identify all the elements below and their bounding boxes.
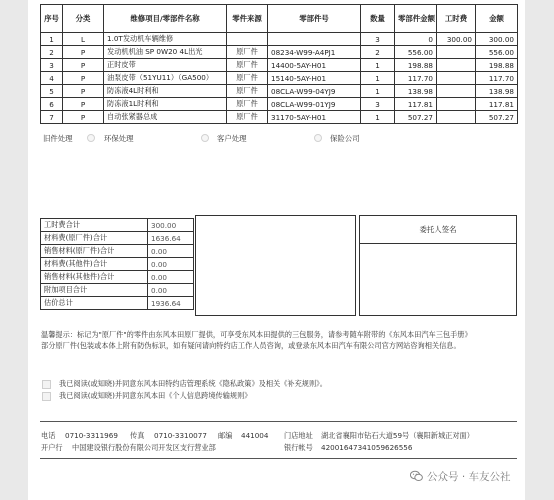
cell-category: L (63, 33, 104, 46)
cell-index: 7 (41, 111, 63, 124)
cell-part-source: 原厂件 (227, 98, 268, 111)
table-row (41, 111, 518, 124)
cell-item-name: 防冻液4L时利和 (104, 85, 227, 98)
cell-quantity: 3 (361, 98, 395, 111)
summary-row (41, 245, 194, 258)
cell-index: 1 (41, 33, 63, 46)
cell-labor-fee (437, 111, 476, 124)
notice-paragraph-2: 部分原厂件(包装或本体上附有防伪标识，如有疑问请向特约店工作人员咨询，或登录东风本田汽车有限公司官方网站咨询相关信息。 (41, 341, 461, 350)
cell-labor-fee (437, 85, 476, 98)
col-header-item-name: 维修项目/零部件名称 (104, 5, 227, 33)
cell-part-amount: 117.70 (395, 72, 437, 85)
cell-part-amount: 0 (395, 33, 437, 46)
col-header-part-amount: 零部件金额 (395, 5, 437, 33)
cell-part-number: 15140-5AY-H01 (268, 72, 361, 85)
table-row (41, 33, 518, 46)
summary-value: 0.00 (148, 245, 194, 258)
radio-insurance-company[interactable] (314, 134, 322, 142)
fax-value: 0710-3310077 (154, 431, 207, 440)
table-row (41, 72, 518, 85)
cell-quantity: 2 (361, 46, 395, 59)
cell-category: P (63, 98, 104, 111)
cell-quantity: 1 (361, 85, 395, 98)
cell-category: P (63, 111, 104, 124)
cell-quantity: 1 (361, 111, 395, 124)
table-row (41, 85, 518, 98)
cell-amount: 117.81 (476, 98, 518, 111)
cell-part-amount: 556.00 (395, 46, 437, 59)
cross-border-agreement (42, 391, 512, 402)
cell-part-source: 原厂件 (227, 46, 268, 59)
account-label: 银行帐号 (284, 443, 313, 452)
privacy-policy-text: 我已阅读(或知晓)并同意东风本田特约店管理系统《隐私政策》及相关《补充规则》。 (59, 379, 327, 388)
summary-value: 0.00 (148, 258, 194, 271)
option-customer-handling-label: 客户处理 (217, 134, 247, 143)
summary-row (41, 284, 194, 297)
summary-label: 估价总计 (41, 297, 148, 310)
cell-part-amount: 507.27 (395, 111, 437, 124)
bank-value: 中国建设银行股份有限公司开发区支行营业部 (72, 443, 216, 452)
col-header-labor-fee: 工时费 (437, 5, 476, 33)
notice-paragraph-1: 温馨提示：标记为"原厂件"的零件由东风本田原厂提供，可享受东风本田提供的三包服务，请参考随车附带的《东风本田汽车三包手册》 (41, 330, 472, 339)
cross-border-checkbox[interactable] (42, 392, 51, 401)
cell-category: P (63, 72, 104, 85)
cell-part-number: 14400-5AY-H01 (268, 59, 361, 72)
zip-value: 441004 (241, 431, 269, 440)
cell-item-name: 发动机机油 SP 0W20 4L出光 (104, 46, 227, 59)
cell-amount: 117.70 (476, 72, 518, 85)
table-row (41, 98, 518, 111)
summary-label: 销售材料(原厂件)合计 (41, 245, 148, 258)
cell-part-source: 原厂件 (227, 72, 268, 85)
summary-label: 材料费(原厂件)合计 (41, 232, 148, 245)
table-header-row (41, 5, 518, 33)
summary-label: 材料费(其他件)合计 (41, 258, 148, 271)
cell-item-name: 1.0T发动机车辆维修 (104, 33, 227, 46)
table-row (41, 46, 518, 59)
summary-row (41, 271, 194, 284)
footer-divider-top (40, 421, 517, 422)
cell-part-source: 原厂件 (227, 111, 268, 124)
cell-part-number: 08234-W99-A4PJ1 (268, 46, 361, 59)
cell-part-amount: 117.81 (395, 98, 437, 111)
address-value: 湖北省襄阳市钻石大道59号（襄阳新城正对面） (321, 431, 474, 440)
cell-amount: 198.88 (476, 59, 518, 72)
cell-index: 3 (41, 59, 63, 72)
summary-label: 工时费合计 (41, 219, 148, 232)
cross-border-text: 我已阅读(或知晓)并同意东风本田《个人信息跨境传输规则》 (59, 391, 252, 400)
old-parts-handling (43, 133, 513, 145)
summary-row (41, 297, 194, 310)
col-header-category: 分类 (63, 5, 104, 33)
notice-text (41, 329, 517, 351)
repair-items-table (40, 4, 518, 124)
cell-part-source (227, 33, 268, 46)
cell-item-name: 防冻液1L时利和 (104, 98, 227, 111)
summary-value: 0.00 (148, 284, 194, 297)
radio-eco-disposal[interactable] (87, 134, 95, 142)
summary-row (41, 219, 194, 232)
privacy-policy-checkbox[interactable] (42, 380, 51, 389)
footer-divider-bottom (40, 458, 517, 459)
cell-labor-fee: 300.00 (437, 33, 476, 46)
signature-label: 委托人签名 (360, 216, 516, 244)
cell-amount: 507.27 (476, 111, 518, 124)
summary-value: 1936.64 (148, 297, 194, 310)
cell-index: 5 (41, 85, 63, 98)
col-header-quantity: 数量 (361, 5, 395, 33)
old-parts-label: 旧件处理 (43, 134, 73, 143)
footer-bank-row (41, 443, 517, 454)
cell-amount: 300.00 (476, 33, 518, 46)
wechat-icon (410, 470, 423, 482)
cell-part-number (268, 33, 361, 46)
address-label: 门店地址 (284, 431, 313, 440)
cell-labor-fee (437, 46, 476, 59)
summary-label: 附加项目合计 (41, 284, 148, 297)
col-header-part-source: 零件来源 (227, 5, 268, 33)
bank-label: 开户行 (41, 443, 63, 452)
cell-part-source: 原厂件 (227, 85, 268, 98)
watermark-text: 公众号 · 车友公社 (427, 471, 511, 483)
phone-label: 电话 (41, 431, 56, 440)
cell-part-number: 08CLA-W99-01YJ9 (268, 98, 361, 111)
cell-amount: 556.00 (476, 46, 518, 59)
summary-label: 销售材料(其他件)合计 (41, 271, 148, 284)
cell-category: P (63, 85, 104, 98)
cell-part-amount: 198.88 (395, 59, 437, 72)
cell-part-number: 31170-5AY-H01 (268, 111, 361, 124)
option-eco-disposal-label: 环保处理 (104, 134, 134, 143)
cell-index: 2 (41, 46, 63, 59)
summary-value: 0.00 (148, 271, 194, 284)
account-value: 42001647341059626556 (321, 443, 413, 452)
summary-row (41, 258, 194, 271)
wechat-watermark (410, 468, 550, 486)
cell-index: 4 (41, 72, 63, 85)
cell-quantity: 1 (361, 72, 395, 85)
cell-part-number: 08CLA-W99-04YJ9 (268, 85, 361, 98)
radio-customer-handling[interactable] (201, 134, 209, 142)
cell-quantity: 3 (361, 33, 395, 46)
cell-item-name: 油泵皮带（51YU11）（GA500） (104, 72, 227, 85)
cell-index: 6 (41, 98, 63, 111)
cell-category: P (63, 59, 104, 72)
col-header-index: 序号 (41, 5, 63, 33)
cell-item-name: 正时皮带 (104, 59, 227, 72)
col-header-amount: 金额 (476, 5, 518, 33)
phone-value: 0710-3311969 (65, 431, 118, 440)
summary-value: 1636.64 (148, 232, 194, 245)
cell-category: P (63, 46, 104, 59)
cell-labor-fee (437, 72, 476, 85)
option-insurance-company-label: 保险公司 (330, 134, 360, 143)
fax-label: 传真 (130, 431, 145, 440)
estimate-document (28, 0, 525, 500)
cell-labor-fee (437, 59, 476, 72)
summary-row (41, 232, 194, 245)
table-row (41, 59, 518, 72)
notes-box (195, 215, 356, 316)
signature-box (359, 215, 517, 316)
cell-labor-fee (437, 98, 476, 111)
cell-part-source: 原厂件 (227, 59, 268, 72)
cell-item-name: 自动张紧器总成 (104, 111, 227, 124)
col-header-part-number: 零部件号 (268, 5, 361, 33)
footer-contact-row (41, 431, 517, 442)
cell-part-amount: 138.98 (395, 85, 437, 98)
zip-label: 邮编 (218, 431, 233, 440)
cell-amount: 138.98 (476, 85, 518, 98)
privacy-policy-agreement (42, 379, 512, 390)
cell-quantity: 1 (361, 59, 395, 72)
summary-value: 300.00 (148, 219, 194, 232)
cost-summary-table (40, 218, 194, 310)
